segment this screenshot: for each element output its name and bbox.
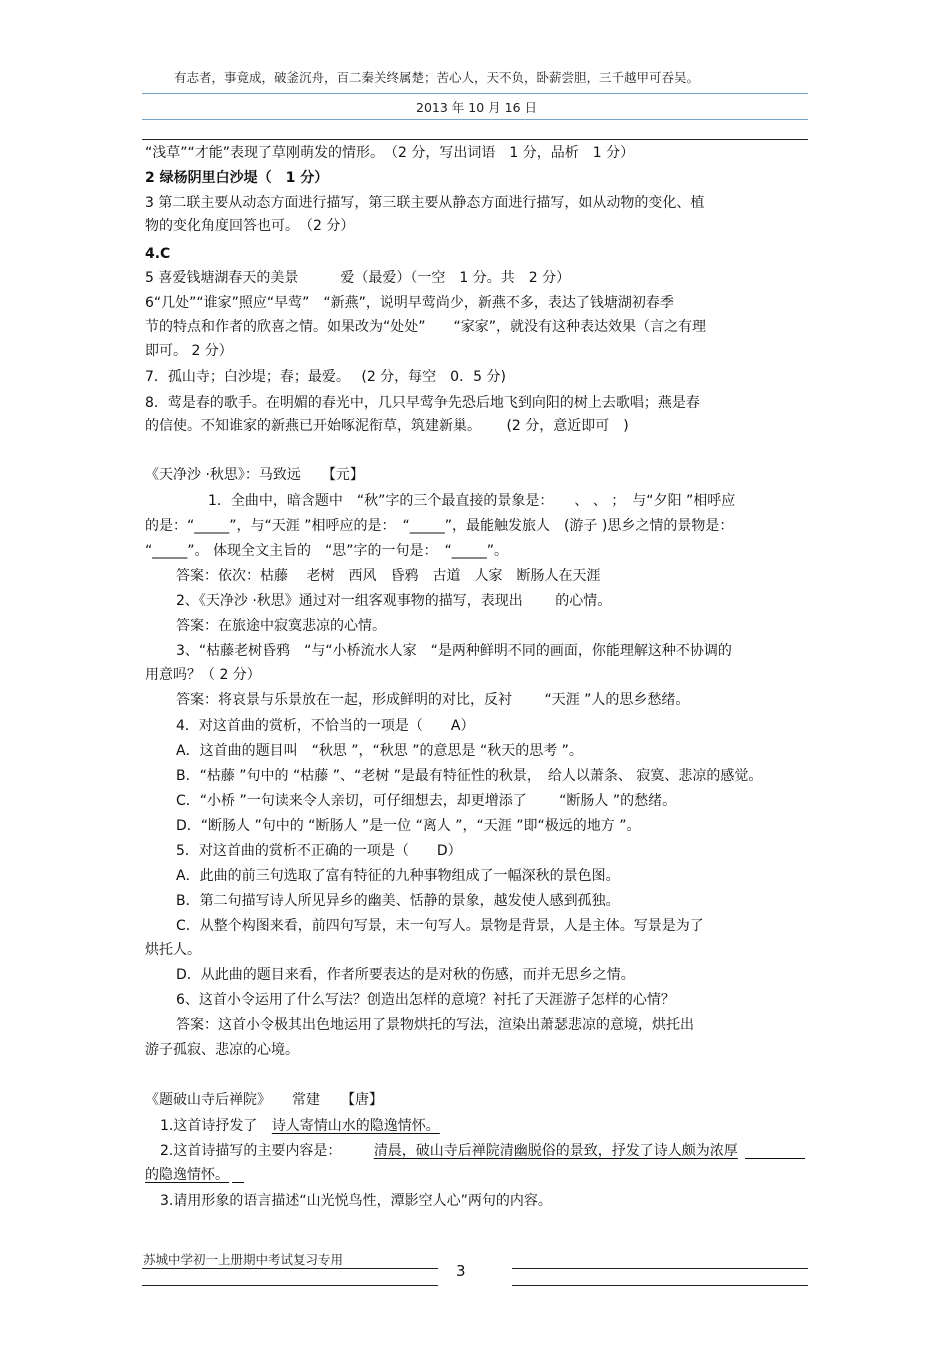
- answer-line: 答案：将哀景与乐景放在一起，形成鲜明的对比，反衬 “天涯 ”人的思乡愁绪。: [176, 692, 690, 708]
- question-line: 3.请用形象的语言描述“山光悦鸟性，潭影空人心”两句的内容。: [160, 1193, 552, 1209]
- option-line: B．第二句描写诗人所见异乡的幽美、恬静的景象，越发使人感到孤独。: [176, 893, 620, 909]
- question-line: [160, 1116, 440, 1136]
- footer-school: 苏城中学初一上册期中考试复习专用: [143, 1252, 344, 1267]
- answer-line: 答案：依次：枯藤 老树 西风 昏鸦 古道 人家 断肠人在天涯: [176, 568, 601, 584]
- answer-line: 5 喜爱钱塘湖春天的美景 爱（最爱）（一空 1 分。共 2 分）: [145, 270, 571, 286]
- answer-line: 8．莺是春的歌手。在明媚的春光中，几只早莺争先恐后地飞到向阳的树上去歌唱；燕是春: [145, 395, 700, 411]
- answer-line: 答案：在旅途中寂寞悲凉的心情。: [176, 618, 386, 634]
- option-line: 烘托人。: [145, 942, 201, 958]
- page-number: 3: [456, 1262, 466, 1280]
- header-motto: 有志者，事竟成，破釜沉舟，百二秦关终属楚；苦心人，天不负，卧薪尝胆，三千越甲可吞吴。: [174, 70, 700, 85]
- underlined-answer: 的隐逸情怀。: [145, 1167, 229, 1183]
- question-line: [160, 1141, 738, 1161]
- header-date: 2013 年 10 月 16 日: [416, 100, 537, 115]
- option-line: A．此曲的前三句选取了富有特征的九种事物组成了一幅深秋的景色图。: [176, 868, 620, 884]
- option-line: B．“枯藤 ”句中的 “枯藤 ”、“老树 ”是最有特征性的秋景， 给人以萧条、 寂寞、悲凉的感觉。: [176, 768, 763, 784]
- answer-line: 6“几处”“谁家”照应“早莺” “新燕”，说明早莺尚少，新燕不多，表达了钱塘湖初春季: [145, 295, 674, 311]
- content-top-rule: [142, 139, 808, 140]
- option-line: A．这首曲的题目叫 “秋思 ”，“秋思 ”的意思是 “秋天的思考 ”。: [176, 743, 583, 759]
- answer-line: “浅草”“才能”表现了草刚萌发的情形。 （2 分，写出词语 1 分，品析 1 分）: [145, 145, 635, 161]
- question-prefix: 1.这首诗抒发了: [160, 1118, 258, 1134]
- question-line: 的是：“_____”，与“天涯 ”相呼应的是： “_____”，最能触发旅人 (游子 )思乡之情的景物是：: [145, 518, 734, 534]
- footer-rule-left: [142, 1268, 438, 1269]
- answer-line: 答案：这首小令极其出色地运用了景物烘托的写法，渲染出萧瑟悲凉的意境，烘托出: [176, 1017, 694, 1033]
- question-line: 6、这首小令运用了什么写法？创造出怎样的意境？衬托了天涯游子怎样的心情？: [176, 992, 675, 1008]
- question-line: “_____”。 体现全文主旨的 “思”字的一句是： “_____”。: [145, 543, 508, 559]
- option-line: D．从此曲的题目来看，作者所要表达的是对秋的伤感，而并无思乡之情。: [176, 967, 635, 983]
- question-line: 1．全曲中，暗含题中 “秋”字的三个最直接的景象是： 、 、 ； 与“夕阳 ”相呼应: [208, 493, 736, 509]
- question-line: 2、《天净沙 ·秋思》通过对一组客观事物的描写，表现出 的心情。: [176, 593, 612, 609]
- question-line: 用意吗？（ 2 分）: [145, 667, 261, 683]
- answer-line: 4.C: [145, 246, 171, 262]
- header-divider: [142, 93, 808, 94]
- section-title: 《题破山寺后禅院》 常建 【唐】: [145, 1092, 383, 1108]
- answer-line: 物的变化角度回答也可。 （2 分）: [145, 218, 355, 234]
- answer-line: 2 绿杨阴里白沙堤（ 1 分）: [145, 170, 329, 186]
- answer-line: 即可。 2 分）: [145, 343, 233, 359]
- answer-line: 7．孤山寺；白沙堤；春；最爱。 (2 分，每空 0．5 分): [145, 369, 506, 385]
- question-line: 5．对这首曲的赏析不正确的一项是（ D）: [176, 843, 462, 859]
- underline-extension: [745, 1158, 805, 1159]
- footer-rule-left-lower: [142, 1285, 438, 1286]
- section-title: 《天净沙 ·秋思》：马致远 【元】: [145, 467, 364, 483]
- header-divider-2: [142, 119, 808, 120]
- answer-line: 节的特点和作者的欣喜之情。如果改为“处处” “家家”，就没有这种表达效果（言之有理: [145, 319, 707, 335]
- option-line: C．“小桥 ”一句读来令人亲切，可仔细想去，却更增添了 “断肠人 ”的愁绪。: [176, 793, 677, 809]
- underlined-answer: 诗人寄情山水的隐逸情怀。: [271, 1118, 440, 1134]
- option-line: C．从整个构图来看，前四句写景，末一句写人。景物是背景，人是主体。写景是为了: [176, 918, 704, 934]
- footer-rule-right: [512, 1268, 808, 1269]
- question-line: 4．对这首曲的赏析，不恰当的一项是（ A）: [176, 718, 475, 734]
- answer-line: 游子孤寂、悲凉的心境。: [145, 1042, 299, 1058]
- option-line: D．“断肠人 ”句中的 “断肠人 ”是一位 “离人 ”，“天涯 ”即“极远的地方 ”。: [176, 818, 641, 834]
- question-line: 3、“枯藤老树昏鸦 “与“小桥流水人家 “是两种鲜明不同的画面，你能理解这种不协调的: [176, 643, 732, 659]
- underlined-answer: 清晨，破山寺后禅院清幽脱俗的景致，抒发了诗人颇为浓厚: [373, 1143, 738, 1159]
- question-prefix: 2.这首诗描写的主要内容是：: [160, 1143, 342, 1159]
- answer-line: 3 第二联主要从动态方面进行描写，第三联主要从静态方面进行描写，如从动物的变化、植: [145, 195, 705, 211]
- answer-line: 的信使。不知谁家的新燕已开始啄泥衔草，筑建新巢。 (2 分，意近即可 ): [145, 418, 629, 434]
- footer-rule-right-lower: [512, 1285, 808, 1286]
- underline-extension: [232, 1182, 244, 1183]
